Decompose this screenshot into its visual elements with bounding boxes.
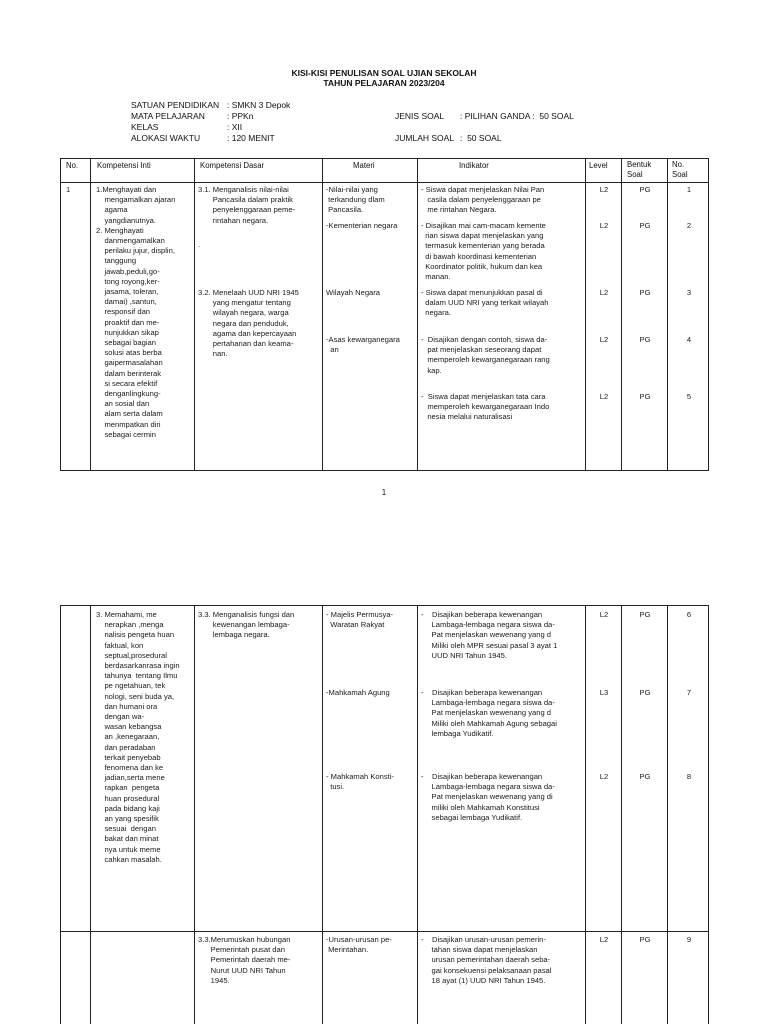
bentuk-soal-cell: PG: [639, 392, 651, 401]
no-soal-cell: 6: [686, 610, 692, 619]
kompetensi-dasar-text: 3.1. Menganalisis nilai-nilai Pancasila dalam praktik penyelenggaraan peme- rintahan negara.: [198, 185, 296, 225]
level-cell: L2: [599, 935, 609, 944]
materi-cell: -Kementerian negara: [326, 221, 398, 230]
jenis-value: : PILIHAN GANDA : 50 SOAL: [460, 111, 574, 121]
bentuk-soal-cell: PG: [639, 772, 651, 781]
kompetensi-inti-text: 1.Menghayati dan mengamalkan ajaran agama yangdianutnya. 2. Menghayati danmengamalkan perilaku jujur, displin, tanggung jawab,peduli,go- tong royong,ker- jasama, toleran, damai) ,santun, responsif dan proaktif dan me- nunjukkan sikap sebagai bagian solusi atas berba gaipermasalahan dalam berinterak si secara efektif denganlingkung- an sosial dan alam serta dalam menmpatkan diri sebagai cermin: [96, 185, 176, 439]
header-no: No.: [66, 161, 79, 170]
level-cell: L2: [599, 392, 609, 401]
level-cell: L2: [599, 335, 609, 344]
document-title: KISI-KISI PENULISAN SOAL UJIAN SEKOLAH: [291, 68, 477, 78]
level-cell: L3: [599, 688, 609, 697]
indikator-cell: - Disajikan mai cam-macam kemente rian siswa dapat menjelaskan yang termasuk kementerian yang berada di bawah koordinasi kementerian Koordinator politik, hukum dan kea manan.: [421, 221, 546, 282]
satuan-value: : SMKN 3 Depok: [227, 100, 291, 110]
indikator-cell: - Disajikan beberapa kewenangan Lambaga-lembaga negara siswa da- Pat menjelaskan wewenang yang di miliki oleh Mahkamah Konstitusi sebagai lembaga Yudikatif.: [421, 772, 555, 822]
row-no: 1: [66, 185, 71, 194]
indikator-cell: - Disajikan beberapa kewenangan Lambaga-lembaga negara siswa da- Pat menjelaskan wewenang yang d Miliki oleh Mahkamah Agung sebagai lembaga Yudikatif.: [421, 688, 557, 738]
kisi-table-page-2: [60, 605, 709, 1024]
kisi-table-page-1: [60, 158, 709, 471]
no-soal-cell: 5: [686, 392, 692, 401]
mapel-label: MATA PELAJARAN: [131, 111, 205, 121]
kelas-value: : XII: [227, 122, 243, 132]
jumlah-label: JUMLAH SOAL: [395, 133, 455, 143]
indikator-cell: - Siswa dapat menjelaskan Nilai Pan casila dalam penyelenggaraan pe me rintahan Negara.: [421, 185, 545, 215]
materi-cell: - Mahkamah Konsti- tusi.: [326, 772, 394, 792]
page-number: 1: [381, 488, 387, 497]
level-cell: L2: [599, 288, 609, 297]
kompetensi-inti-text: 3. Memahami, me nerapkan ,menga nalisis pengeta huan faktual, kon septual,prosedural berdasarkanrasa ingin tahunya tentang Ilmu pe ngetahuan, tek nologi, seni buda ya, dan humani ora dengan wa- wasan kebangsa an ,kenegaraan, dan peradaban terkait penyebab fenomena dan ke jadian,serta mene rapkan pengeta huan prosedural pada bidang kaji an yang spesifik sesuai dengan bakat dan minat nya untuk meme cahkan masalah.: [96, 610, 180, 864]
level-cell: L2: [599, 610, 609, 619]
kompetensi-dasar-text: 3.3. Menganalisis fungsi dan kewenangan lembaga- lembaga negara.: [198, 610, 295, 640]
no-soal-cell: 8: [686, 772, 692, 781]
materi-cell: - Majelis Permusya- Waratan Rakyat: [326, 610, 394, 630]
page-gap: [0, 560, 768, 605]
document-page-2: [0, 605, 768, 1024]
header-kompetensi-inti: Kompetensi Inti: [97, 161, 151, 170]
indikator-cell: - Siswa dapat menjelaskan tata cara memperoleh kewarganegaraan Indo nesia melalui naturalisasi: [421, 392, 550, 422]
bentuk-soal-cell: PG: [639, 610, 651, 619]
indikator-cell: - Disajikan urusan-urusan pemerin- tahan siswa dapat menjelaskan urusan pemerintahan daerah seba- gai konsekuensi pelaksanaan pasal 18 ayat (1) UUD NRI Tahun 1945.: [421, 935, 552, 985]
jumlah-value: : 50 SOAL: [460, 133, 502, 143]
no-soal-cell: 3: [686, 288, 692, 297]
no-soal-cell: 2: [686, 221, 692, 230]
header-no-soal: No. Soal: [672, 160, 688, 179]
header-indikator: Indikator: [459, 161, 489, 170]
header-kompetensi-dasar: Kompetensi Dasar: [200, 161, 265, 170]
bentuk-soal-cell: PG: [639, 221, 651, 230]
materi-cell: -Nilai-nilai yang terkandung dlam Pancasila.: [326, 185, 385, 215]
materi-cell: -Mahkamah Agung: [326, 688, 390, 697]
kompetensi-dasar-text: 3.2. Menelaah UUD NRI 1945 yang mengatur tentang wilayah negara, warga negara dan penduduk, agama dan kepercayaan pertahanan dan keama- nan.: [198, 288, 299, 359]
no-soal-cell: 1: [686, 185, 692, 194]
indikator-cell: - Siswa dapat menunjukkan pasal di dalam UUD NRI yang terkait wilayah negara.: [421, 288, 549, 318]
no-soal-cell: 7: [686, 688, 692, 697]
level-cell: L2: [599, 772, 609, 781]
kompetensi-dasar-dot: .: [198, 240, 201, 249]
level-cell: L2: [599, 221, 609, 230]
header-materi: Materi: [353, 161, 375, 170]
level-cell: L2: [599, 185, 609, 194]
bentuk-soal-cell: PG: [639, 288, 651, 297]
indikator-cell: - Disajikan beberapa kewenangan Lambaga-lembaga negara siswa da- Pat menjelaskan wewenang yang d Miliki oleh MPR sesuai pasal 3 ayat 1 UUD NRI Tahun 1945.: [421, 610, 558, 660]
mapel-value: : PPKn: [227, 111, 254, 121]
no-soal-cell: 4: [686, 335, 692, 344]
alokasi-label: ALOKASI WAKTU: [131, 133, 201, 143]
bentuk-soal-cell: PG: [639, 335, 651, 344]
satuan-label: SATUAN PENDIDIKAN: [131, 100, 220, 110]
no-soal-cell: 9: [686, 935, 692, 944]
jenis-label: JENIS SOAL: [395, 111, 445, 121]
materi-cell: -Asas kewarganegara an: [326, 335, 400, 355]
materi-cell: Wilayah Negara: [326, 288, 381, 297]
bentuk-soal-cell: PG: [639, 185, 651, 194]
header-level: Level: [589, 161, 608, 170]
materi-cell: -Urusan-urusan pe- Merintahan.: [326, 935, 392, 955]
alokasi-value: : 120 MENIT: [227, 133, 275, 143]
document-subtitle: TAHUN PELAJARAN 2023/204: [323, 78, 445, 88]
header-bentuk-soal: Bentuk Soal: [627, 160, 652, 179]
bentuk-soal-cell: PG: [639, 688, 651, 697]
kompetensi-dasar-text: 3.3.Merumuskan hubungan Pemerintah pusat dan Pemerintah daerah me- Nurut UUD NRI Tahun 1945.: [198, 935, 291, 985]
bentuk-soal-cell: PG: [639, 935, 651, 944]
indikator-cell: - Disajikan dengan contoh, siswa da- pat menjelaskan seseorang dapat memperoleh kewarganegaraan rang kap.: [421, 335, 550, 375]
kelas-label: KELAS: [131, 122, 159, 132]
